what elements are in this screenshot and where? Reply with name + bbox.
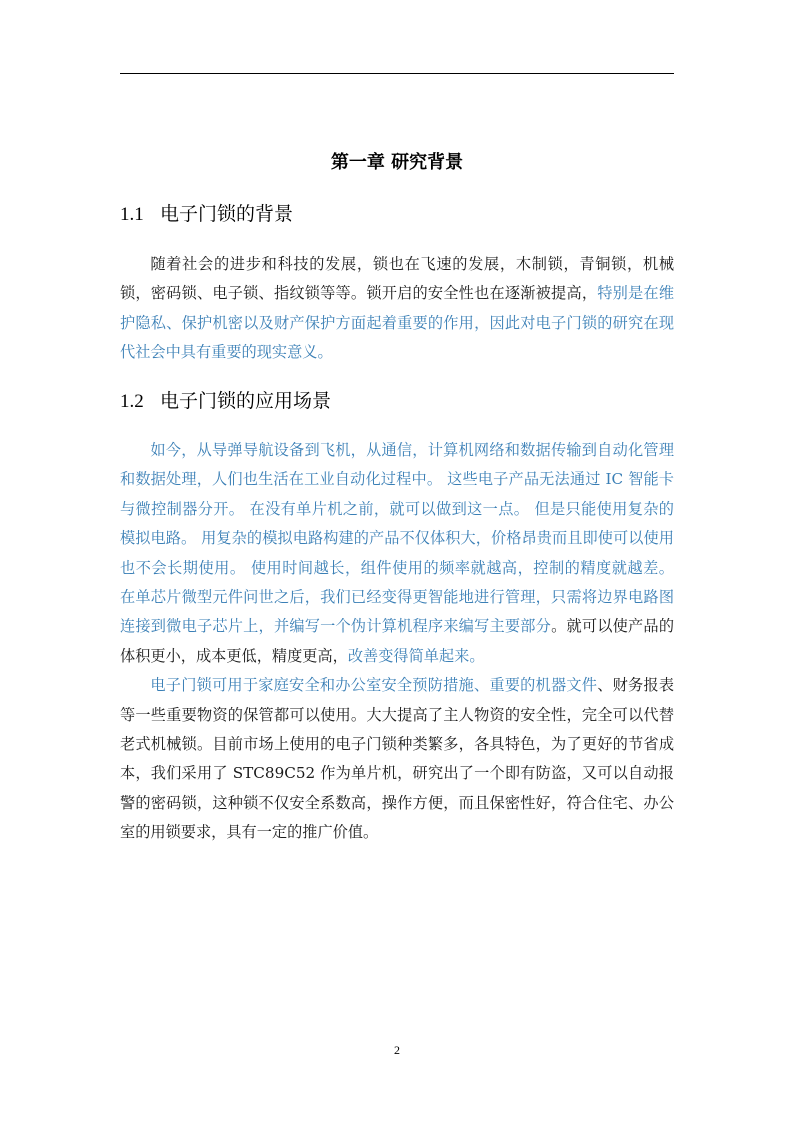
paragraph-text: 、财务报表等一些重要物资的保管都可以使用。大大提高了主人物资的安全性，完全可以代替老式机械锁。目前市场上使用的电子门锁种类繁多，各具特色，为了更好的节省成本，我们采用了 STC89C52 作为单片机，研究出了一个即有防盗，又可以自动报警的密码锁，这种锁不仅安全系数高，操作方便，而且保密性好，符合住宅、办公室的用锁要求，具有一定的推广价值。	[120, 676, 675, 842]
header-rule	[120, 73, 674, 74]
section-number: 1.2	[120, 391, 144, 412]
section-heading-1-2	[120, 388, 674, 415]
paragraph-text-highlight: 特别是在维护隐私、保护机密以及财产保护方面起着重要的作用，因此对电子门锁的研究在现代社会中具有重要的现实意义。	[120, 284, 675, 362]
paragraph-text-highlight: 改善变得简单起来。	[347, 646, 485, 665]
chapter-title: 第一章 研究背景	[330, 152, 464, 173]
paragraph	[120, 671, 674, 847]
section-1-2-body	[120, 436, 674, 848]
paragraph-text: 随着社会的进步和科技的发展，锁也在飞速的发展，木制锁，青铜锁，机械锁，密码锁、电子锁、指纹锁等等。锁开启的安全性也在逐渐被提高，	[120, 255, 674, 303]
page-number: 2	[394, 1043, 400, 1057]
section-number: 1.1	[120, 204, 144, 225]
section-heading-1-1	[120, 201, 674, 228]
paragraph-text-highlight: 如今，从导弹导航设备到飞机，从通信，计算机网络和数据传输到自动化管理和数据处理，人们也生活在工业自动化过程中。 这些电子产品无法通过 IC 智能卡与微控制器分开。 在没有单片机之前，就可以做到这一点。 但是只能使用复杂的模拟电路。 用复杂的模拟电路构建的产品不仅体积大，价格昂贵而且即使可以使用也不会长期使用。 使用时间越长，组件使用的频率就越高，控制的精度就越差。 在单芯片微型元件问世之后，我们已经变得更智能地进行管理，只需将边界电路图连接到微电子芯片上，并编写一个伪计算机程序来编写主要部分	[120, 441, 674, 636]
paragraph	[120, 436, 674, 671]
section-1-1-body	[120, 250, 674, 368]
section-title: 电子门锁的应用场景	[160, 390, 332, 412]
paragraph-text: 。就可以使产品的体积更小，成本更低，精度更高，	[120, 617, 675, 665]
paragraph	[120, 250, 674, 368]
paragraph-text-highlight: 电子门锁可用于家庭安全和办公室安全预防措施、重要的机器文件	[150, 676, 598, 695]
section-title: 电子门锁的背景	[160, 203, 294, 225]
